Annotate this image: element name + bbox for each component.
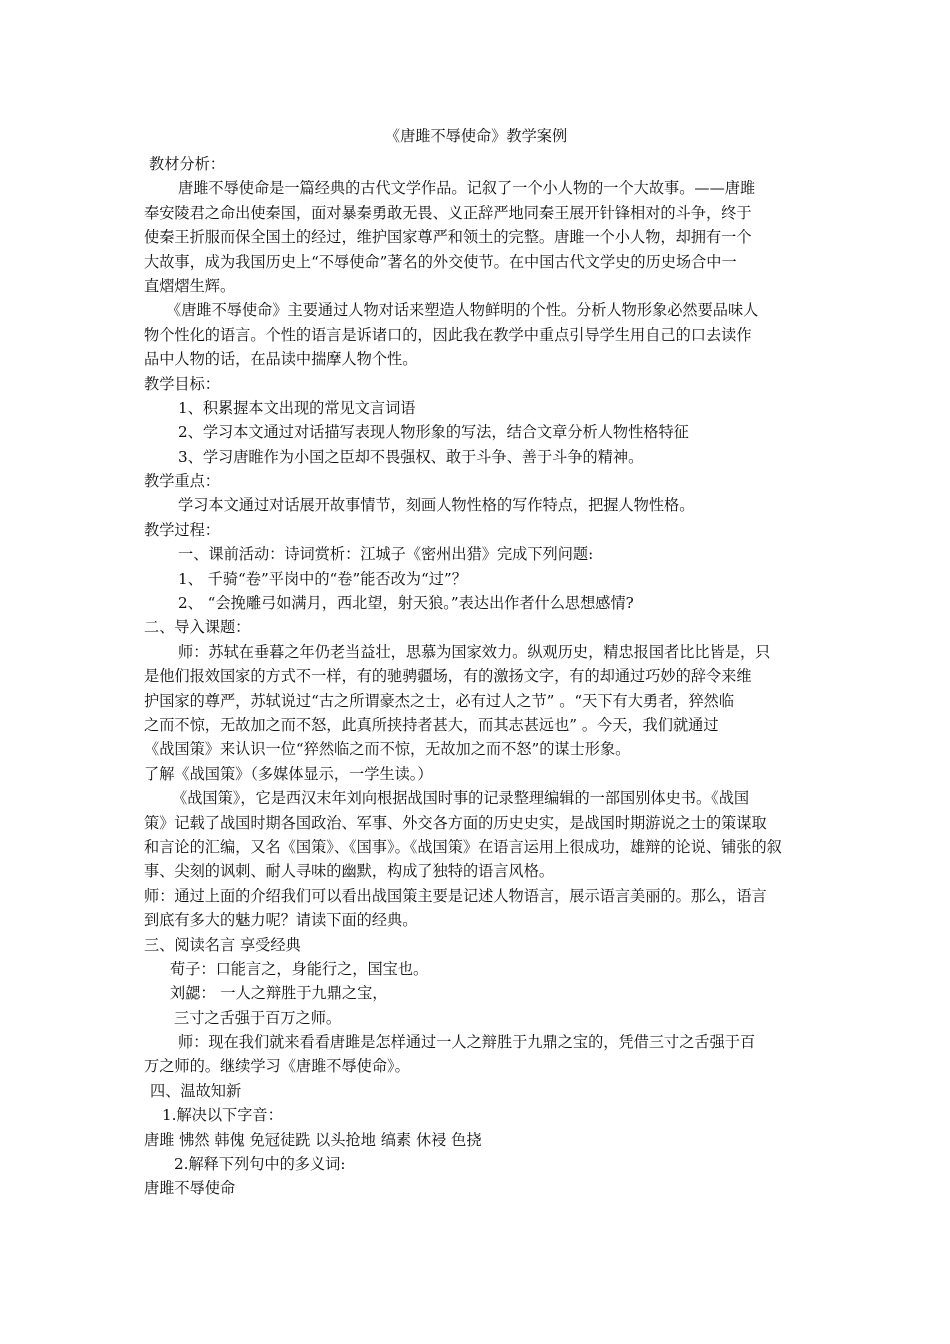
quote-line: 刘勰： 一人之辩胜于九鼎之宝，	[170, 984, 388, 1003]
section-heading: 四、温故知新	[150, 1081, 242, 1100]
paragraph-line: 护国家的尊严，苏轼说过“古之所谓豪杰之士，必有过人之节” 。“天下有大勇者，猝然临	[144, 691, 735, 710]
paragraph-line: 《战国策》来认识一位“猝然临之而不惊，无故加之而不怒”的谋士形象。	[144, 740, 631, 759]
paragraph-line: 唐雎 怫然 韩傀 免冠徒跣 以头抢地 缟素 休祲 色挠	[144, 1130, 482, 1149]
paragraph-line: 师：通过上面的介绍我们可以看出战国策主要是记述人物语言，展示语言美丽的。那么，语言	[144, 886, 767, 905]
section-heading: 三、阅读名言 享受经典	[144, 935, 301, 954]
paragraph-line: 《唐雎不辱使命》主要通过人物对话来塑造人物鲜明的个性。分析人物形象必然要品味人	[166, 301, 759, 320]
paragraph-line: 师：现在我们就来看看唐雎是怎样通过一人之辩胜于九鼎之宝的，凭借三寸之舌强于百	[178, 1033, 756, 1052]
list-item: 2.解释下列句中的多义词:	[174, 1155, 346, 1174]
section-heading: 教学重点：	[144, 472, 220, 491]
paragraph-line: 学习本文通过对话展开故事情节，刻画人物性格的写作特点，把握人物性格。	[178, 496, 695, 515]
paragraph-line: 事、尖刻的讽刺、耐人寻味的幽默，构成了独特的语言风格。	[144, 862, 555, 881]
paragraph-line: 使秦王折服而保全国土的经过，维护国家尊严和领土的完整。唐雎一个小人物，却拥有一个	[144, 228, 752, 247]
paragraph-line: 是他们报效国家的方式不一样，有的驰骋疆场，有的激扬文字，有的却通过巧妙的辞令来维	[144, 667, 752, 686]
section-heading: 教材分析：	[149, 155, 225, 173]
paragraph-line: 物个性化的语言。个性的语言是诉诸口的，因此我在教学中重点引导学生用自己的口去读作	[144, 325, 752, 344]
document-body	[144, 120, 808, 1201]
paragraph-line: 和言论的汇编，又名《国策》、《国事》。《战国策》在语言运用上很成功，雄辩的论说、铺张的叙	[144, 837, 782, 856]
list-item: 1、 千骑“卷”平岗中的“卷”能否改为“过”？	[178, 569, 467, 588]
document-title: 《唐雎不辱使命》教学案例	[384, 127, 568, 145]
paragraph-line: 唐雎不辱使命是一篇经典的古代文学作品。记叙了一个小人物的一个大故事。——唐雎	[178, 179, 756, 198]
paragraph-line: 到底有多大的魅力呢？请读下面的经典。	[144, 911, 418, 930]
list-item: 3、学习唐睢作为小国之臣却不畏强权、敢于斗争、善于斗争的精神。	[178, 447, 644, 466]
paragraph-line: 策》记载了战国时期各国政治、军事、外交各方面的历史史实，是战国时期游说之士的策谋取	[144, 813, 767, 832]
paragraph-line: 奉安陵君之命出使秦国，面对暴秦勇敢无畏、义正辞严地同秦王展开针锋相对的斗争，终于	[144, 203, 752, 222]
paragraph-line: 大故事，成为我国历史上“不辱使命”著名的外交使节。在中国古代文学史的历史场合中一	[144, 252, 737, 271]
list-item: 2、 “会挽雕弓如满月，西北望，射天狼。”表达出作者什么思想感情?	[178, 594, 634, 613]
section-heading: 教学过程：	[144, 520, 220, 539]
list-item: 1.解决以下字音：	[162, 1106, 283, 1125]
section-heading: 二、导入课题：	[144, 618, 251, 637]
paragraph-line: 万之师的。继续学习《唐雎不辱使命》。	[144, 1057, 410, 1076]
paragraph-line: 了解《战国策》（多媒体显示，一学生读。）	[144, 764, 433, 783]
paragraph-line: 一、课前活动：诗词赏析：江城子《密州出猎》完成下列问题:	[178, 545, 594, 564]
paragraph-line: 之而不惊，无故加之而不怒，此真所挟持者甚大，而其志甚远也” 。今天，我们就通过	[144, 715, 719, 734]
paragraph-line: 《战国策》，它是西汉末年刘向根据战国时事的记录整理编辑的一部国别体史书。《战国	[172, 789, 750, 808]
paragraph-line: 师：苏轼在垂暮之年仍老当益壮，思慕为国家效力。纵观历史，精忠报国者比比皆是，只	[178, 642, 771, 661]
quote-line: 三寸之舌强于百万之师。	[174, 1008, 342, 1027]
list-item: 2、学习本文通过对话描写表现人物形象的写法，结合文章分析人物性格特征	[178, 423, 689, 442]
paragraph-line: 品中人物的话，在品读中揣摩人物个性。	[144, 350, 418, 369]
paragraph-line: 唐雎不辱使命	[144, 1179, 236, 1198]
list-item: 1、积累握本文出现的常见文言词语	[178, 398, 416, 417]
paragraph-line: 直熠熠生辉。	[144, 276, 236, 295]
quote-line: 荀子：口能言之，身能行之，国宝也。	[170, 959, 429, 978]
section-heading: 教学目标：	[144, 374, 220, 393]
